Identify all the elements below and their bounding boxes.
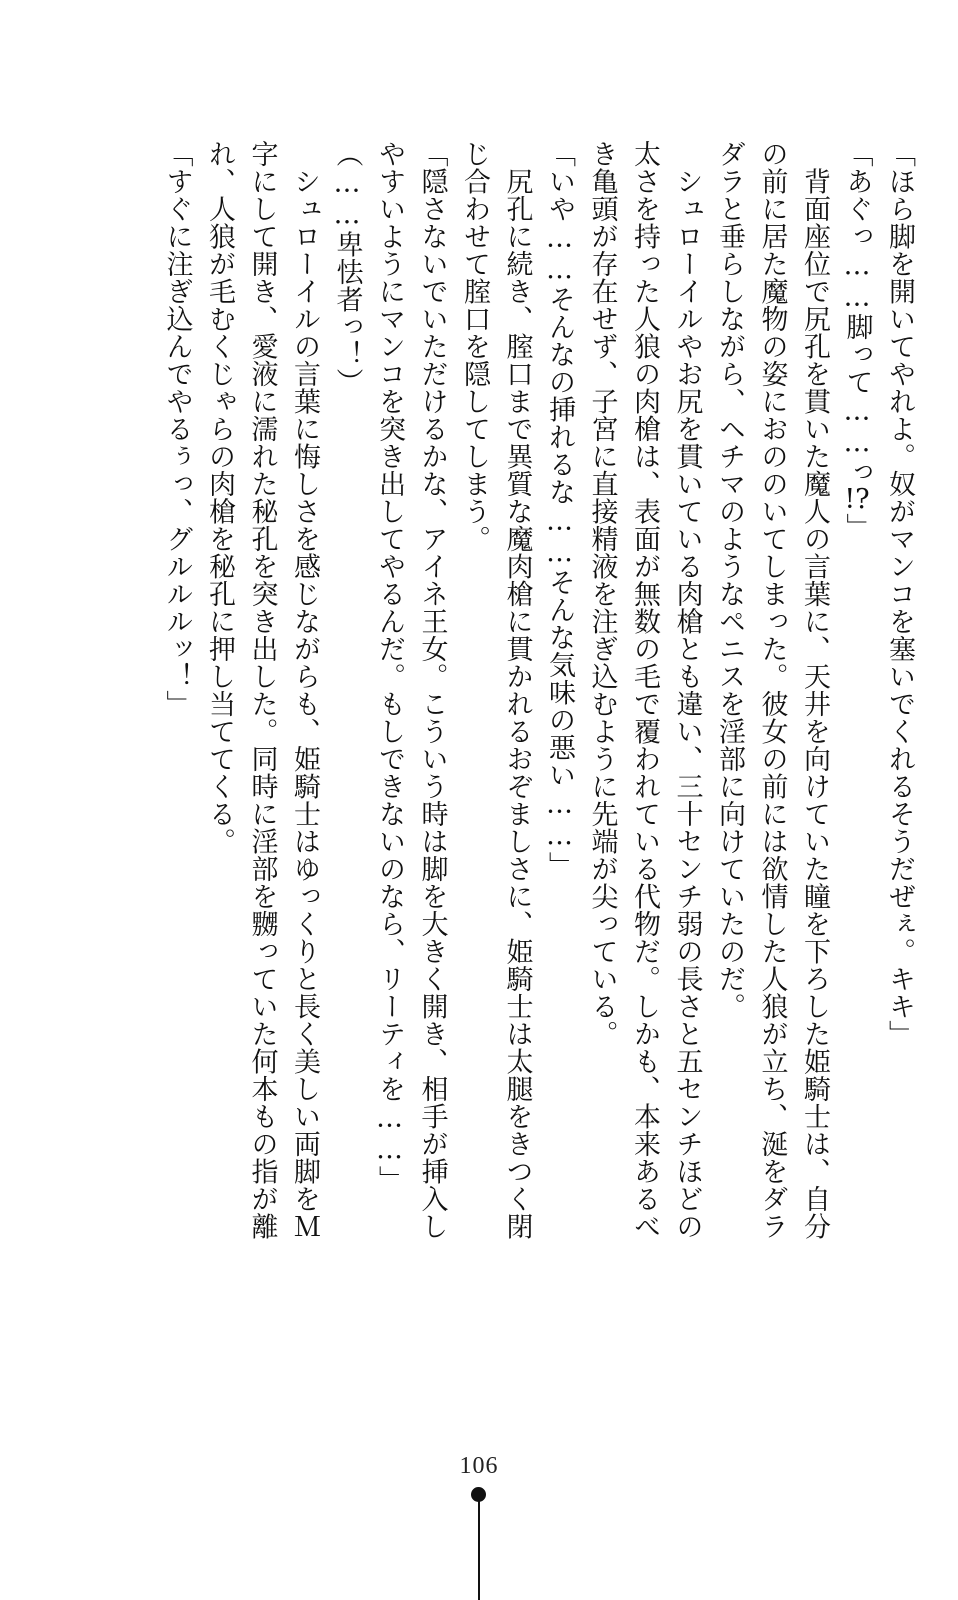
text-line-2-exclaim-question: !? bbox=[844, 486, 870, 513]
page-marker-line bbox=[478, 1501, 480, 1600]
vertical-text-body bbox=[120, 140, 920, 1320]
text-line-17: れ、人狼が毛むくじゃらの肉槍を秘孔に押し当ててくる。 bbox=[204, 140, 235, 855]
text-line-3: 背面座位で尻孔を貫いた魔人の言葉に、天井を向けていた瞳を下ろした姫騎士は、自分 bbox=[799, 140, 830, 1240]
text-line-5: ダラと垂らしながら、ヘチマのようなペニスを淫部に向けていたのだ。 bbox=[714, 140, 745, 1020]
text-line-9: 「いや……そんなの挿れるな……そんな気味の悪い……」 bbox=[544, 140, 575, 879]
text-line-7: 太さを持った人狼の肉槍は、表面が無数の毛で覆われている代物だ。しかも、本来あるべ bbox=[629, 140, 660, 1240]
text-line-12: 「隠さないでいただけるかな、アイネ王女。こういう時は脚を大きく開き、相手が挿入し bbox=[416, 140, 448, 1240]
text-line-13: やすいようにマンコを突き出してやるんだ。もしできないのなら、リーティを……」 bbox=[374, 140, 405, 1193]
text-line-4: の前に居た魔物の姿におののいてしまった。彼女の前には欲情した人狼が立ち、涎をダラ bbox=[756, 140, 788, 1240]
text-line-14: （……卑怯者っ！） bbox=[331, 140, 363, 396]
text-line-2 bbox=[835, 140, 878, 1320]
text-line-15: シュローイルの言葉に悔しさを感じながらも、姫騎士はゆっくりと長く美しい両脚をＭ bbox=[289, 140, 320, 1240]
text-line-6: シュローイルやお尻を貫いている肉槍とも違い、三十センチ弱の長さと五センチほどの bbox=[671, 140, 703, 1240]
text-line-11: じ合わせて腟口を隠してしまう。 bbox=[459, 140, 490, 553]
text-line-16: 字にして開き、愛液に濡れた秘孔を突き出した。同時に淫部を嬲っていた何本もの指が離 bbox=[246, 140, 278, 1240]
text-line-2-close-bracket: 」 bbox=[841, 513, 873, 541]
text-line-2-main: 「あぐっ……脚って……っ bbox=[841, 140, 873, 486]
page-number: 106 bbox=[459, 1453, 499, 1479]
page-marker-dot-icon bbox=[471, 1487, 486, 1502]
text-line-18: 「すぐに注ぎ込んでやるぅっ、グルルルッ！」 bbox=[161, 140, 193, 718]
text-line-1: 「ほら脚を開いてやれよ。奴がマンコを塞いでくれるそうだぜぇ。キキ」 bbox=[884, 140, 915, 1048]
text-line-10: 尻孔に続き、腟口まで異質な魔肉槍に貫かれるおぞましさに、姫騎士は太腿をきつく閉 bbox=[501, 140, 533, 1240]
text-line-8: き亀頭が存在せず、子宮に直接精液を注ぎ込むように先端が尖っている。 bbox=[586, 140, 618, 1048]
